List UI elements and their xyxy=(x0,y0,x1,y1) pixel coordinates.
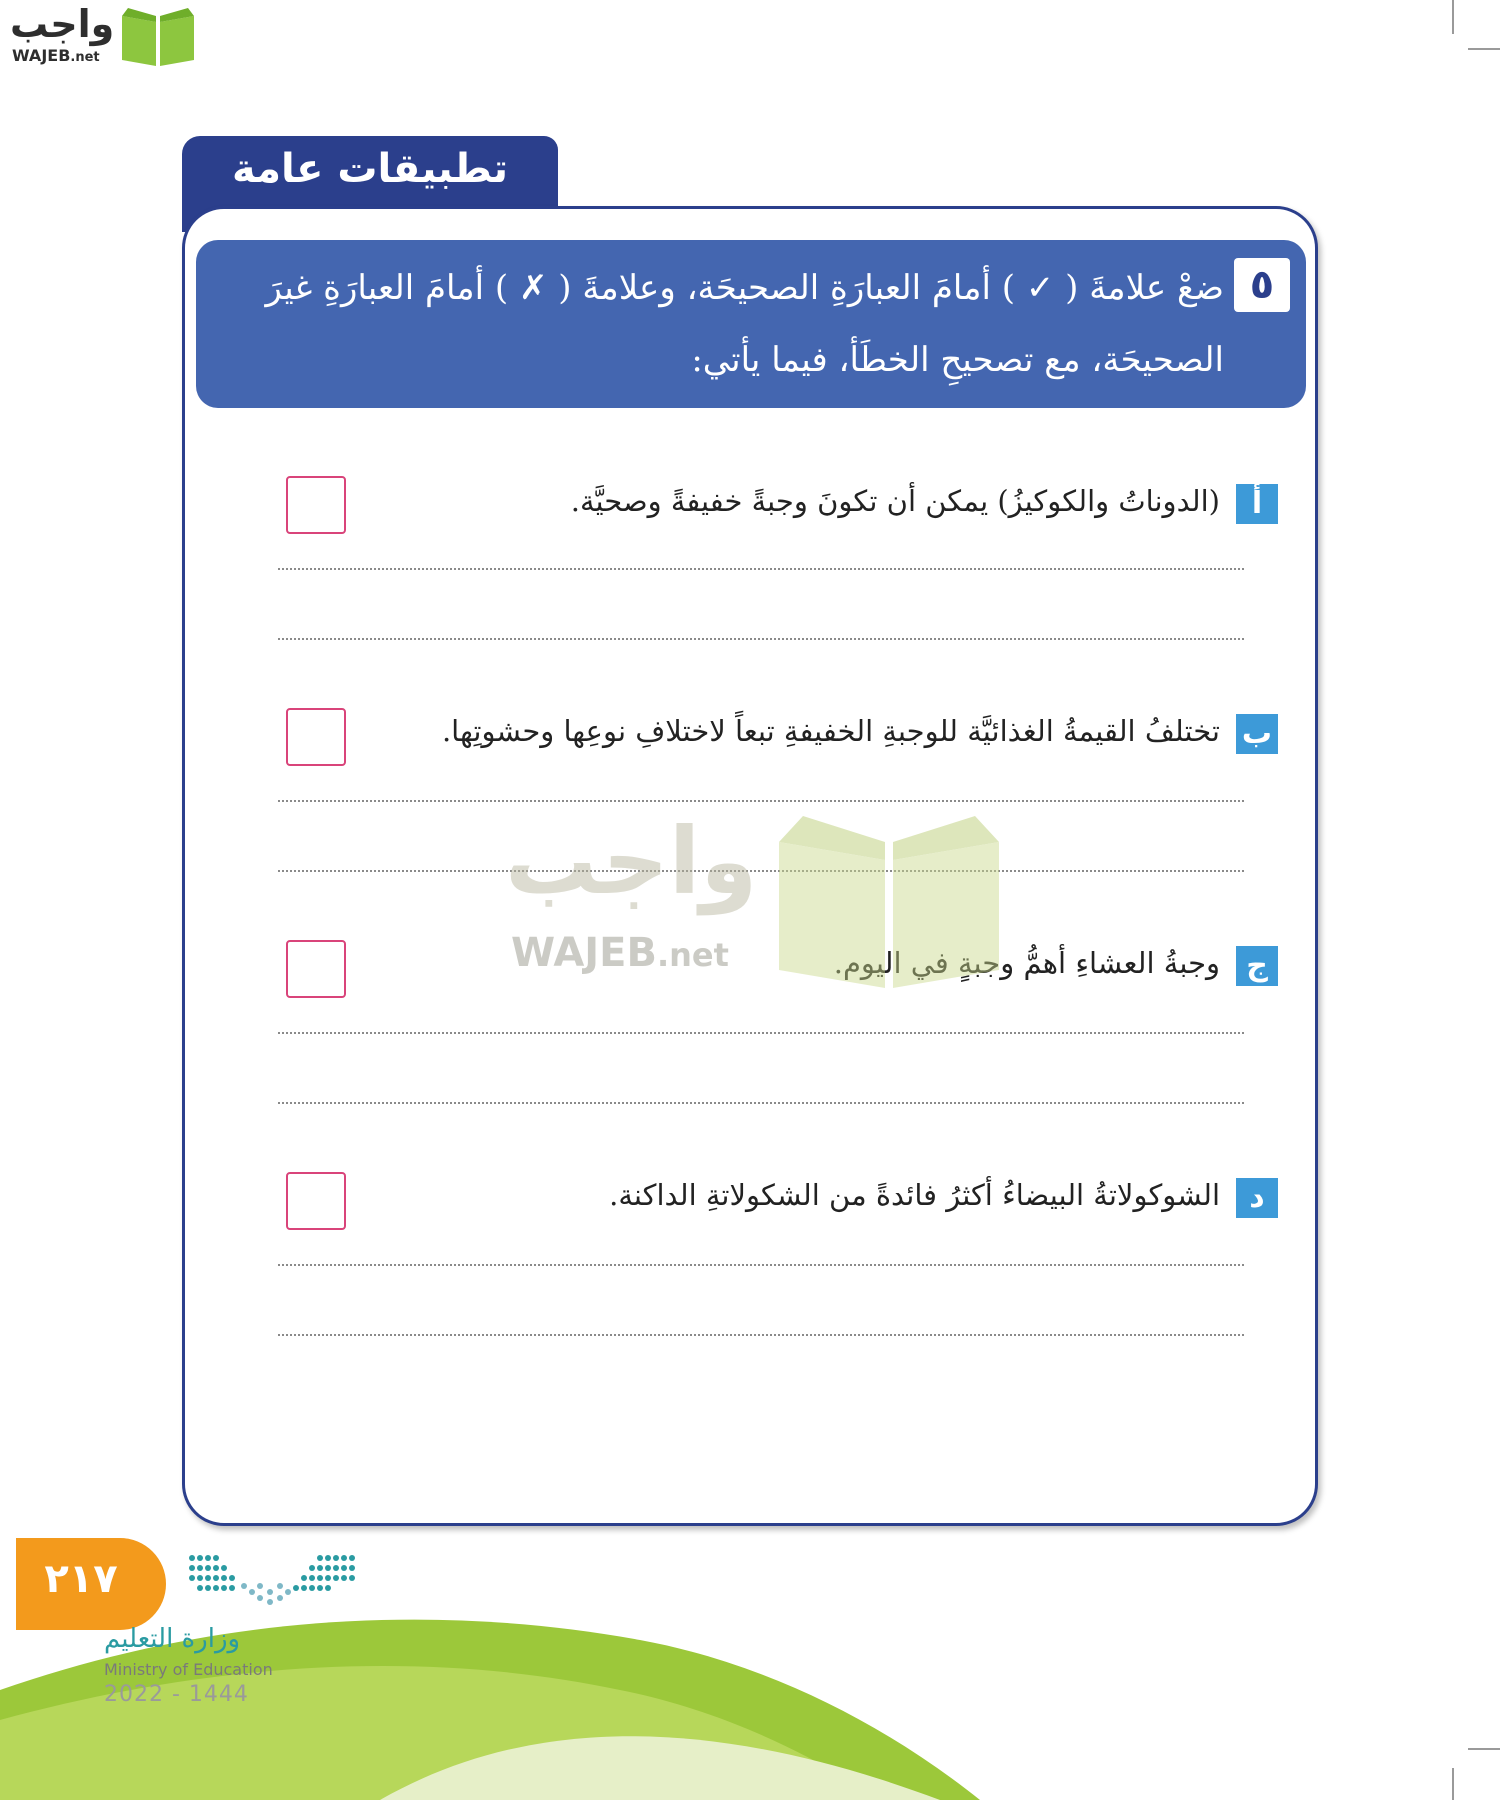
logo-site: WAJEB.net xyxy=(12,46,100,65)
open-book-icon xyxy=(118,6,198,68)
section-title: تطبيقات عامة xyxy=(232,146,508,192)
question-number: ٥ xyxy=(1234,258,1290,312)
answer-line[interactable] xyxy=(278,568,1244,570)
ministry-name-en: Ministry of Education xyxy=(104,1660,273,1679)
answer-checkbox-d[interactable] xyxy=(286,1172,346,1230)
crop-mark xyxy=(1468,48,1500,50)
answer-line[interactable] xyxy=(278,1032,1244,1034)
item-letter-c: ج xyxy=(1236,946,1278,986)
item-letter-a: أ xyxy=(1236,484,1278,524)
ministry-name-ar: وزارة التعليم xyxy=(104,1624,241,1654)
wajeb-logo[interactable] xyxy=(10,4,190,68)
answer-checkbox-c[interactable] xyxy=(286,940,346,998)
answer-line[interactable] xyxy=(278,800,1244,802)
answer-line[interactable] xyxy=(278,1102,1244,1104)
crop-mark xyxy=(1452,0,1454,34)
item-statement-d: الشوكولاتةُ البيضاءُ أكثرُ فائدةً من الشكولاتةِ الداكنة. xyxy=(609,1178,1220,1212)
answer-line[interactable] xyxy=(278,1264,1244,1266)
watermark-site: WAJEB.net xyxy=(511,930,729,976)
ministry-logo-icon xyxy=(186,1552,358,1608)
item-statement-a: (الدوناتُ والكوكيزُ) يمكن أن تكونَ وجبةً خفيفةً وصحيَّة. xyxy=(570,484,1220,518)
answer-checkbox-a[interactable] xyxy=(286,476,346,534)
answer-checkbox-b[interactable] xyxy=(286,708,346,766)
answer-line[interactable] xyxy=(278,638,1244,640)
wajeb-watermark xyxy=(505,808,1005,992)
item-statement-c: وجبةُ العشاءِ أهمُّ وجبةٍ في اليوم. xyxy=(833,946,1220,980)
watermark-word: واجب xyxy=(505,808,758,915)
item-statement-b: تختلفُ القيمةُ الغذائيَّة للوجبةِ الخفيفةِ تبعاً لاختلافِ نوعِها وحشوتِها. xyxy=(441,714,1220,748)
watermark-book-icon xyxy=(773,812,1005,992)
page-number: ٢١٧ xyxy=(44,1556,118,1602)
item-letter-b: ب xyxy=(1236,714,1278,754)
logo-word: واجب xyxy=(10,2,115,46)
item-letter-d: د xyxy=(1236,1178,1278,1218)
question-prompt: ضعْ علامةَ ( ✓ ) أمامَ العبارَةِ الصحيحَة، وعلامةَ ( ✗ ) أمامَ العبارَةِ غيرَ الصحيحَة، مع تصحيحِ الخطَأ، فيما يأتي: xyxy=(265,268,1224,380)
answer-line[interactable] xyxy=(278,1334,1244,1336)
edition-year: 2022 - 1444 xyxy=(104,1682,249,1707)
